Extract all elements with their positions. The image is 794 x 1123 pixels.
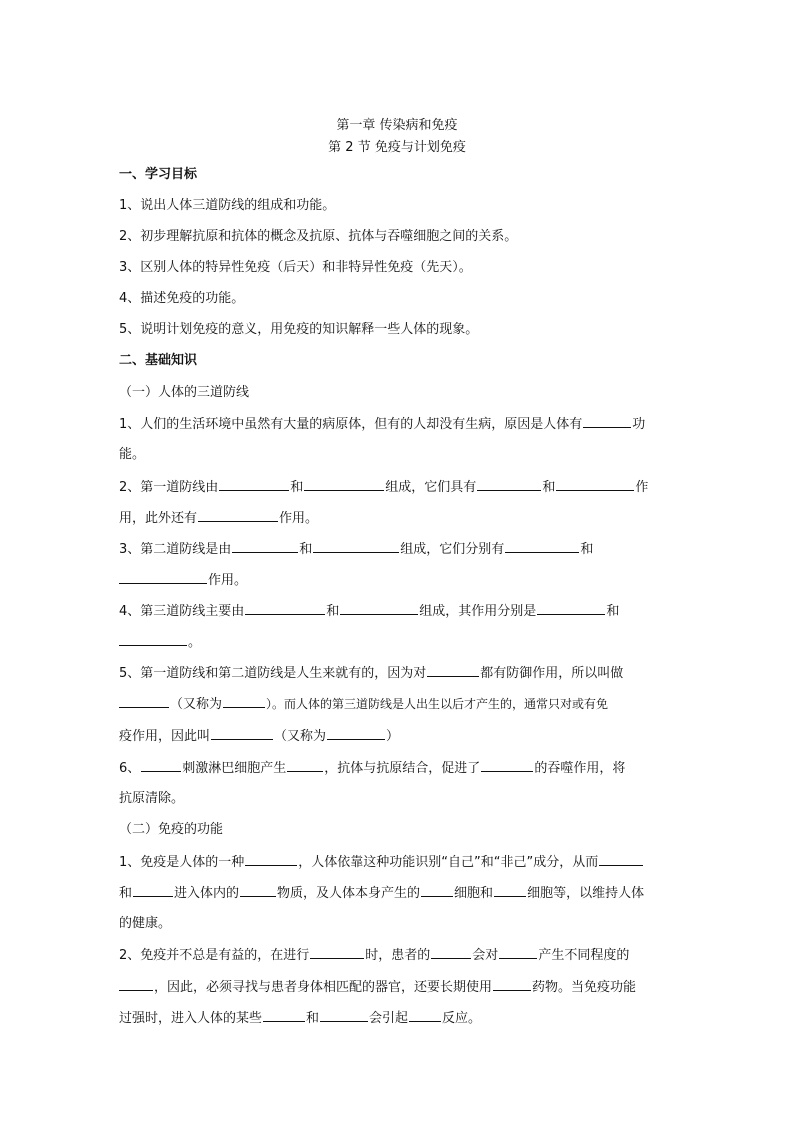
text: 4、第三道防线主要由 (119, 604, 245, 619)
subheading-three-defenses: （一）人体的三道防线 (119, 385, 250, 400)
goal-item-4: 4、描述免疫的功能。 (119, 291, 245, 306)
goal-item-2: 2、初步理解抗原和抗体的概念及抗原、抗体与吞噬细胞之间的关系。 (119, 229, 518, 244)
text: 会引起 (369, 1011, 409, 1026)
text: 3、第二道防线是由 (119, 542, 232, 557)
fill-blank[interactable] (556, 477, 634, 491)
question-5-line-1 (119, 663, 675, 684)
question-6-line-2: 抗原清除。 (119, 791, 185, 806)
text: 反应。 (442, 1011, 482, 1026)
fill-blank[interactable] (427, 663, 479, 677)
fill-blank[interactable] (245, 601, 325, 615)
question-1-line-2: 能。 (119, 447, 146, 462)
heading-learning-goals: 一、学习目标 (119, 167, 198, 182)
subheading-immune-function: （二）免疫的功能 (119, 822, 224, 837)
text: 功 (632, 417, 646, 432)
question-5-line-3 (119, 726, 675, 747)
question-4-line-1 (119, 601, 675, 622)
function-1-line-1 (119, 852, 675, 873)
text: 1、免疫是人体的一种 (119, 855, 245, 870)
fill-blank[interactable] (340, 601, 418, 615)
function-2-line-1 (119, 945, 675, 966)
text: 疫作用，因此叫 (119, 729, 211, 744)
text: 2、第一道防线由 (119, 480, 219, 495)
text: （又称为 (274, 729, 327, 744)
chapter-title: 第一章 传染病和免疫 (336, 118, 458, 133)
text: 都有防御作用，所以叫做 (480, 666, 624, 681)
fill-blank[interactable] (421, 883, 453, 897)
fill-blank[interactable] (537, 601, 605, 615)
text: 。 (188, 635, 202, 650)
text: 和 (580, 542, 594, 557)
fill-blank[interactable] (505, 539, 579, 553)
question-3-line-1 (119, 539, 675, 560)
fill-blank[interactable] (133, 883, 173, 897)
section-title: 第 2 节 免疫与计划免疫 (328, 140, 466, 155)
text: （又称为 (170, 697, 223, 712)
text: 细胞和 (454, 886, 494, 901)
fill-blank[interactable] (494, 883, 526, 897)
text: ，抗体与抗原结合，促进了 (324, 761, 481, 776)
text: 和 (306, 1011, 320, 1026)
heading-basic-knowledge: 二、基础知识 (119, 353, 198, 368)
text: 用，此外还有 (119, 511, 198, 526)
text: 1、人们的生活环境中虽然有大量的病原体，但有的人却没有生病，原因是人体有 (119, 417, 583, 432)
fill-blank[interactable] (287, 758, 323, 772)
text: 组成，它们分别有 (400, 542, 505, 557)
text: 细胞等，以维持人体 (527, 886, 645, 901)
fill-blank[interactable] (119, 632, 187, 646)
text: ，因此，必须寻找与患者身体相匹配的器官，还要长期使用 (154, 980, 493, 995)
fill-blank[interactable] (119, 570, 207, 584)
fill-blank[interactable] (119, 694, 169, 708)
fill-blank[interactable] (223, 694, 265, 708)
question-1-line-1 (119, 414, 675, 435)
function-2-line-3 (119, 1008, 675, 1029)
fill-blank[interactable] (310, 945, 364, 959)
fill-blank[interactable] (493, 977, 531, 991)
text: 进入体内的 (174, 886, 240, 901)
fill-blank[interactable] (477, 477, 541, 491)
fill-blank[interactable] (431, 945, 471, 959)
fill-blank[interactable] (119, 977, 153, 991)
fill-blank[interactable] (219, 477, 289, 491)
fill-blank[interactable] (599, 852, 643, 866)
fill-blank[interactable] (141, 758, 181, 772)
fill-blank[interactable] (232, 539, 298, 553)
text: 5、第一道防线和第二道防线是人生来就有的，因为对 (119, 666, 427, 681)
text: 刺激淋巴细胞产生 (182, 761, 287, 776)
text: 6、 (119, 761, 141, 776)
text: 和 (542, 480, 556, 495)
question-5-line-2 (119, 694, 675, 715)
fill-blank[interactable] (240, 883, 276, 897)
fill-blank[interactable] (583, 414, 631, 428)
text: 和 (119, 886, 133, 901)
fill-blank[interactable] (320, 1008, 368, 1022)
goal-item-1: 1、说出人体三道防线的组成和功能。 (119, 198, 336, 213)
fill-blank[interactable] (481, 758, 533, 772)
fill-blank[interactable] (327, 726, 385, 740)
goal-item-5: 5、说明计划免疫的意义，用免疫的知识解释一些人体的现象。 (119, 322, 479, 337)
text: 产生不同程度的 (538, 948, 630, 963)
function-1-line-2 (119, 883, 675, 904)
fill-blank[interactable] (304, 477, 384, 491)
text: 和 (606, 604, 620, 619)
text: 组成，它们具有 (385, 480, 477, 495)
text: 组成，其作用分别是 (419, 604, 537, 619)
question-4-line-2 (119, 632, 675, 653)
goal-item-3: 3、区别人体的特异性免疫（后天）和非特异性免疫（先天）。 (119, 260, 472, 275)
text: 作 (635, 480, 649, 495)
fill-blank[interactable] (211, 726, 273, 740)
text: 过强时，进入人体的某些 (119, 1011, 263, 1026)
text: ） (386, 729, 400, 744)
text: 和 (326, 604, 340, 619)
text: 和 (290, 480, 304, 495)
text: 2、免疫并不总是有益的，在进行 (119, 948, 310, 963)
text: 时，患者的 (365, 948, 431, 963)
text: 作用。 (279, 511, 319, 526)
text: 和 (299, 542, 313, 557)
question-2-line-1 (119, 477, 675, 498)
question-6-line-1 (119, 758, 675, 779)
question-2-line-2 (119, 508, 675, 529)
text: 作用。 (208, 573, 248, 588)
fill-blank[interactable] (263, 1008, 305, 1022)
text: 物质，及人体本身产生的 (277, 886, 421, 901)
function-1-line-3: 的健康。 (119, 916, 172, 931)
fill-blank[interactable] (198, 508, 278, 522)
text: ）。而人体的第三道防线是人出生以后才产生的，通常只对或有免 (266, 697, 609, 711)
text: 药物。当免疫功能 (532, 980, 637, 995)
text: 的吞噬作用，将 (534, 761, 626, 776)
fill-blank[interactable] (409, 1008, 441, 1022)
fill-blank[interactable] (499, 945, 537, 959)
function-2-line-2 (119, 977, 675, 998)
question-3-line-2 (119, 570, 675, 591)
fill-blank[interactable] (245, 852, 297, 866)
fill-blank[interactable] (313, 539, 399, 553)
text: 会对 (472, 948, 499, 963)
text: ，人体依靠这种功能识别“自己”和“非己”成分，从而 (298, 855, 599, 870)
